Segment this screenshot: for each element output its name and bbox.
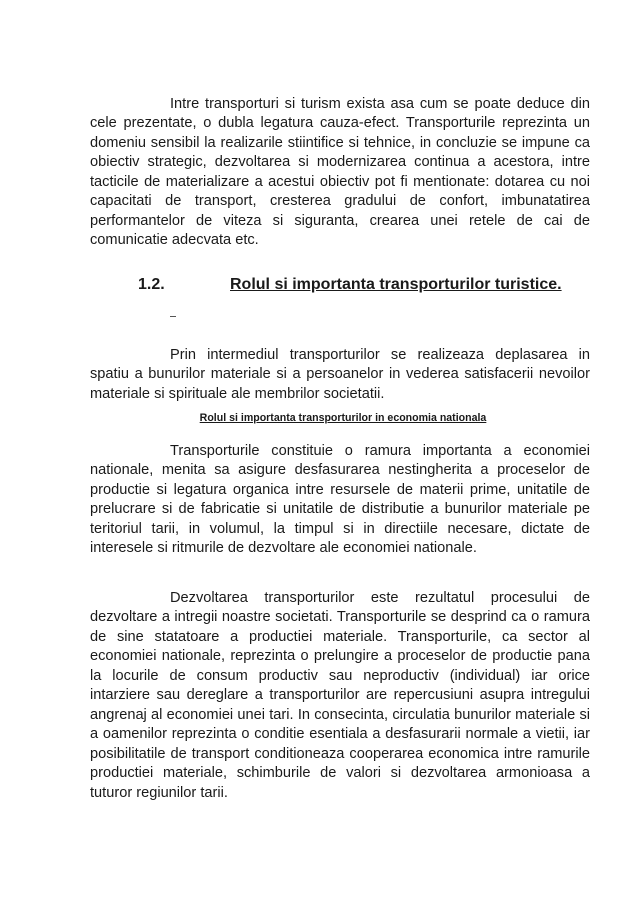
subsection-heading: Rolul si importanta transporturilor in economia nationala — [199, 412, 487, 424]
dash-mark — [170, 316, 176, 317]
paragraph-intro: Intre transporturi si turism exista asa cum se poate deduce din cele prezentate, o dubla legatura cauza-efect. Transporturile reprezinta un domeniu sensibil la realizarile stiintifice si tehnice, in concluzie se impune ca obiectiv strategic, dezvoltarea si modernizarea continua a acestora, intre tacticile de materializare a acestui obiectiv pot fi mentionate: dotarea cu noi capacitati de transport, cresterea gradului de confort, imbunatatirea performantelor de viteza si siguranta, crearea unei retele de cai de comunicatie adecvata etc. — [90, 96, 590, 249]
paragraph-dezvoltarea: Dezvoltarea transporturilor este rezultatul procesului de dezvoltare a intregii noastre societati. Transporturile se desprind ca o ramura de sine statatoare a productiei materiale. Transporturile, ca sector al economiei nationale, reprezinta o prelungire a proceselor de productie pana la locurile de consum productiv sau neproductiv (individual) iar orice intarziere sau dereglare a transporturilor are repercusiuni asupra intregului angrenaj al economiei unei tari. In consecinta, circulatia bunurilor materiale si a oamenilor reprezinta o conditie esentiala a desfasurarii normale a vietii, iar posibilitatile de transport conditioneaza cooperarea economica intre ramurile productiei materiale, schimburile de valori si dezvoltarea armonioasa a tuturor regiunilor tarii. — [90, 590, 590, 801]
paragraph-prin: Prin intermediul transporturilor se realizeaza deplasarea in spatiu a bunurilor materiale si a persoanelor in vederea satisfacerii nevoilor materiale si spirituale ale membrilor societatii. — [90, 347, 590, 402]
section-number: 1.2. — [138, 276, 165, 293]
section-heading — [0, 276, 638, 300]
section-title: Rolul si importanta transporturilor turistice. — [230, 276, 562, 293]
paragraph-constituie: Transporturile constituie o ramura importanta a economiei nationale, menita sa asigure desfasurarea nestingherita a proceselor de productie si legatura organica intre resursele de materii prime, unitatile de prelucrare si de fabricatie si unitatile de distributie a bunurilor materiale pe teritoriul tarii, in volumul, la timpul si in directiile necesare, dictate de interesele si ritmurile de dezvoltare ale economiei nationale. — [90, 443, 590, 557]
